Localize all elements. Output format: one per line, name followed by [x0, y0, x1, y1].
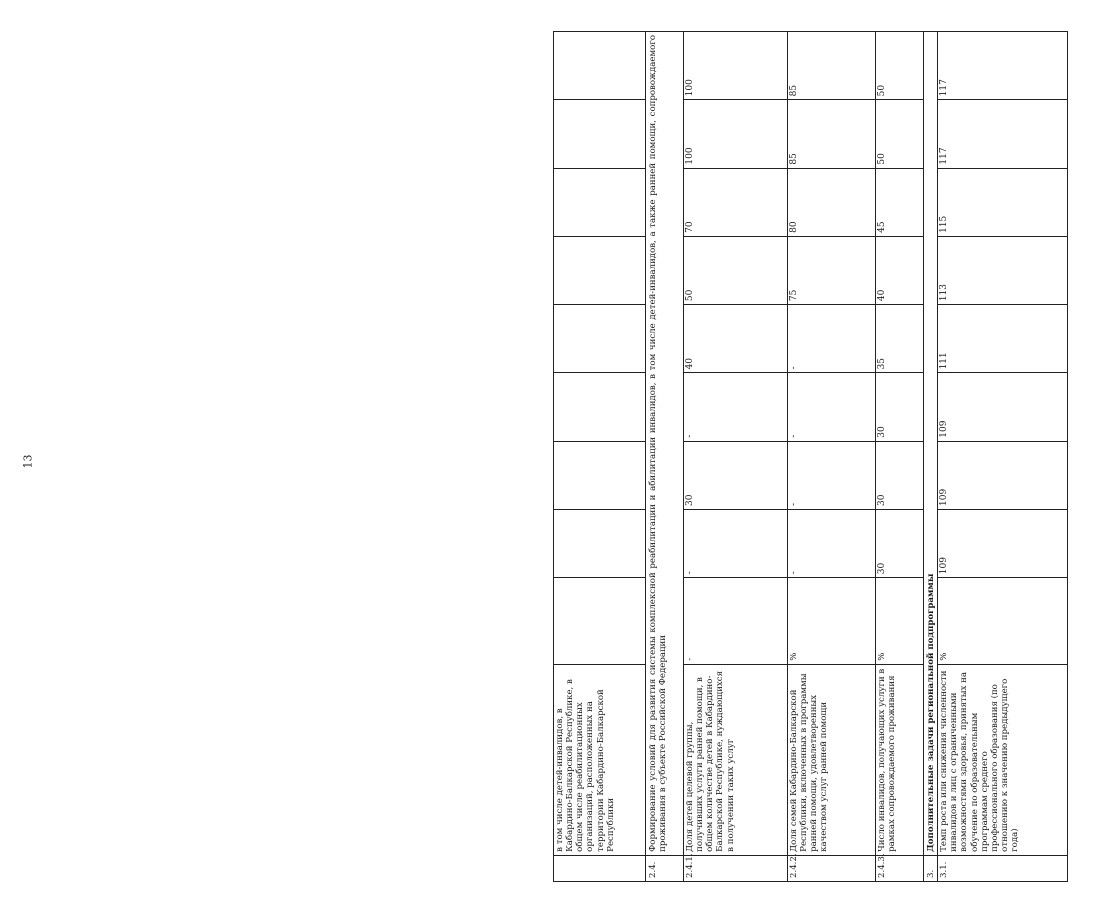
- row-value: 30: [684, 441, 788, 509]
- row-value: [554, 100, 646, 168]
- row-value: [554, 168, 646, 236]
- row-value: 70: [684, 168, 788, 236]
- row-value: 117: [938, 32, 1068, 100]
- row-value: 50: [876, 32, 924, 100]
- row-value: 85: [788, 32, 876, 100]
- row-value: 40: [876, 236, 924, 304]
- row-value: 30: [876, 441, 924, 509]
- row-number: [554, 855, 646, 881]
- row-value: [554, 32, 646, 100]
- row-value: 117: [938, 100, 1068, 168]
- row-name: Темп роста или снижения численности инвалидов и лиц с ограниченными возможностями здоровья, принятых на обучение по образовательным программам среднего профессионального образования (по отношению к значению предыдущего года): [938, 664, 1068, 855]
- row-value: 45: [876, 168, 924, 236]
- row-value: 111: [938, 305, 1068, 373]
- row-value: -: [788, 373, 876, 441]
- row-value: 109: [938, 441, 1068, 509]
- indicator-table: [553, 31, 1068, 882]
- table-row: [924, 32, 938, 882]
- table-row: [876, 32, 924, 882]
- row-value: 115: [938, 168, 1068, 236]
- row-unit: -: [684, 578, 788, 664]
- row-unit: %: [876, 578, 924, 664]
- table-row: [554, 32, 646, 882]
- table-row: [938, 32, 1068, 882]
- table-row: [788, 32, 876, 882]
- row-number: 2.4.2.: [788, 855, 876, 881]
- row-name: Доля детей целевой группы, получивших услуги ранней помощи, в общем количестве детей в Кабардино-Балкарской Республике, нуждающихся в получении таких услуг: [684, 664, 788, 855]
- row-value: 75: [788, 236, 876, 304]
- row-number: 2.4.1.: [684, 855, 788, 881]
- row-value: 100: [684, 32, 788, 100]
- row-unit: [554, 578, 646, 664]
- row-value: 40: [684, 305, 788, 373]
- row-value: 113: [938, 236, 1068, 304]
- row-value: -: [684, 373, 788, 441]
- table-row: [646, 32, 684, 882]
- page-number: 13: [21, 454, 35, 469]
- row-value: 109: [938, 373, 1068, 441]
- row-unit: %: [788, 578, 876, 664]
- row-value: 80: [788, 168, 876, 236]
- row-name: Число инвалидов, получающих услуги в рамках сопровождаемого проживания: [876, 664, 924, 855]
- rotated-page: [553, 31, 1093, 882]
- row-value: -: [788, 509, 876, 577]
- row-number: 3.1.: [938, 855, 1068, 881]
- row-value: 50: [876, 100, 924, 168]
- table-row: [684, 32, 788, 882]
- row-value: 35: [876, 305, 924, 373]
- row-value: 85: [788, 100, 876, 168]
- row-value: [554, 509, 646, 577]
- row-value: [554, 441, 646, 509]
- row-number: 3.: [924, 855, 938, 881]
- row-number: 2.4.3.: [876, 855, 924, 881]
- row-value: [554, 305, 646, 373]
- row-value: 30: [876, 509, 924, 577]
- row-value: 30: [876, 373, 924, 441]
- row-value: 100: [684, 100, 788, 168]
- row-value: -: [788, 305, 876, 373]
- row-value: 50: [684, 236, 788, 304]
- section-heading: Формирование условий для развития системы комплексной реабилитации и абилитации инвалидов, в том числе детей-инвалидов, а также ранней помощи, сопровождаемого проживания в субъекте Российской Федерации: [646, 32, 684, 856]
- row-name: в том числе детей-инвалидов, в Кабардино-Балкарской Республике, в общем числе реабилитационных организаций, расположенных на территории Кабардино-Балкарской Республики: [554, 664, 646, 855]
- row-value: -: [788, 441, 876, 509]
- row-value: [554, 373, 646, 441]
- row-unit: %: [938, 578, 1068, 664]
- row-name: Доля семей Кабардино-Балкарской Республики, включенных в программы ранней помощи, удовлетворенных качеством услуг ранней помощи: [788, 664, 876, 855]
- section-heading: Дополнительные задачи региональной подпрограммы: [924, 32, 938, 856]
- row-number: 2.4.: [646, 855, 684, 881]
- row-value: -: [684, 509, 788, 577]
- row-value: [554, 236, 646, 304]
- row-value: 109: [938, 509, 1068, 577]
